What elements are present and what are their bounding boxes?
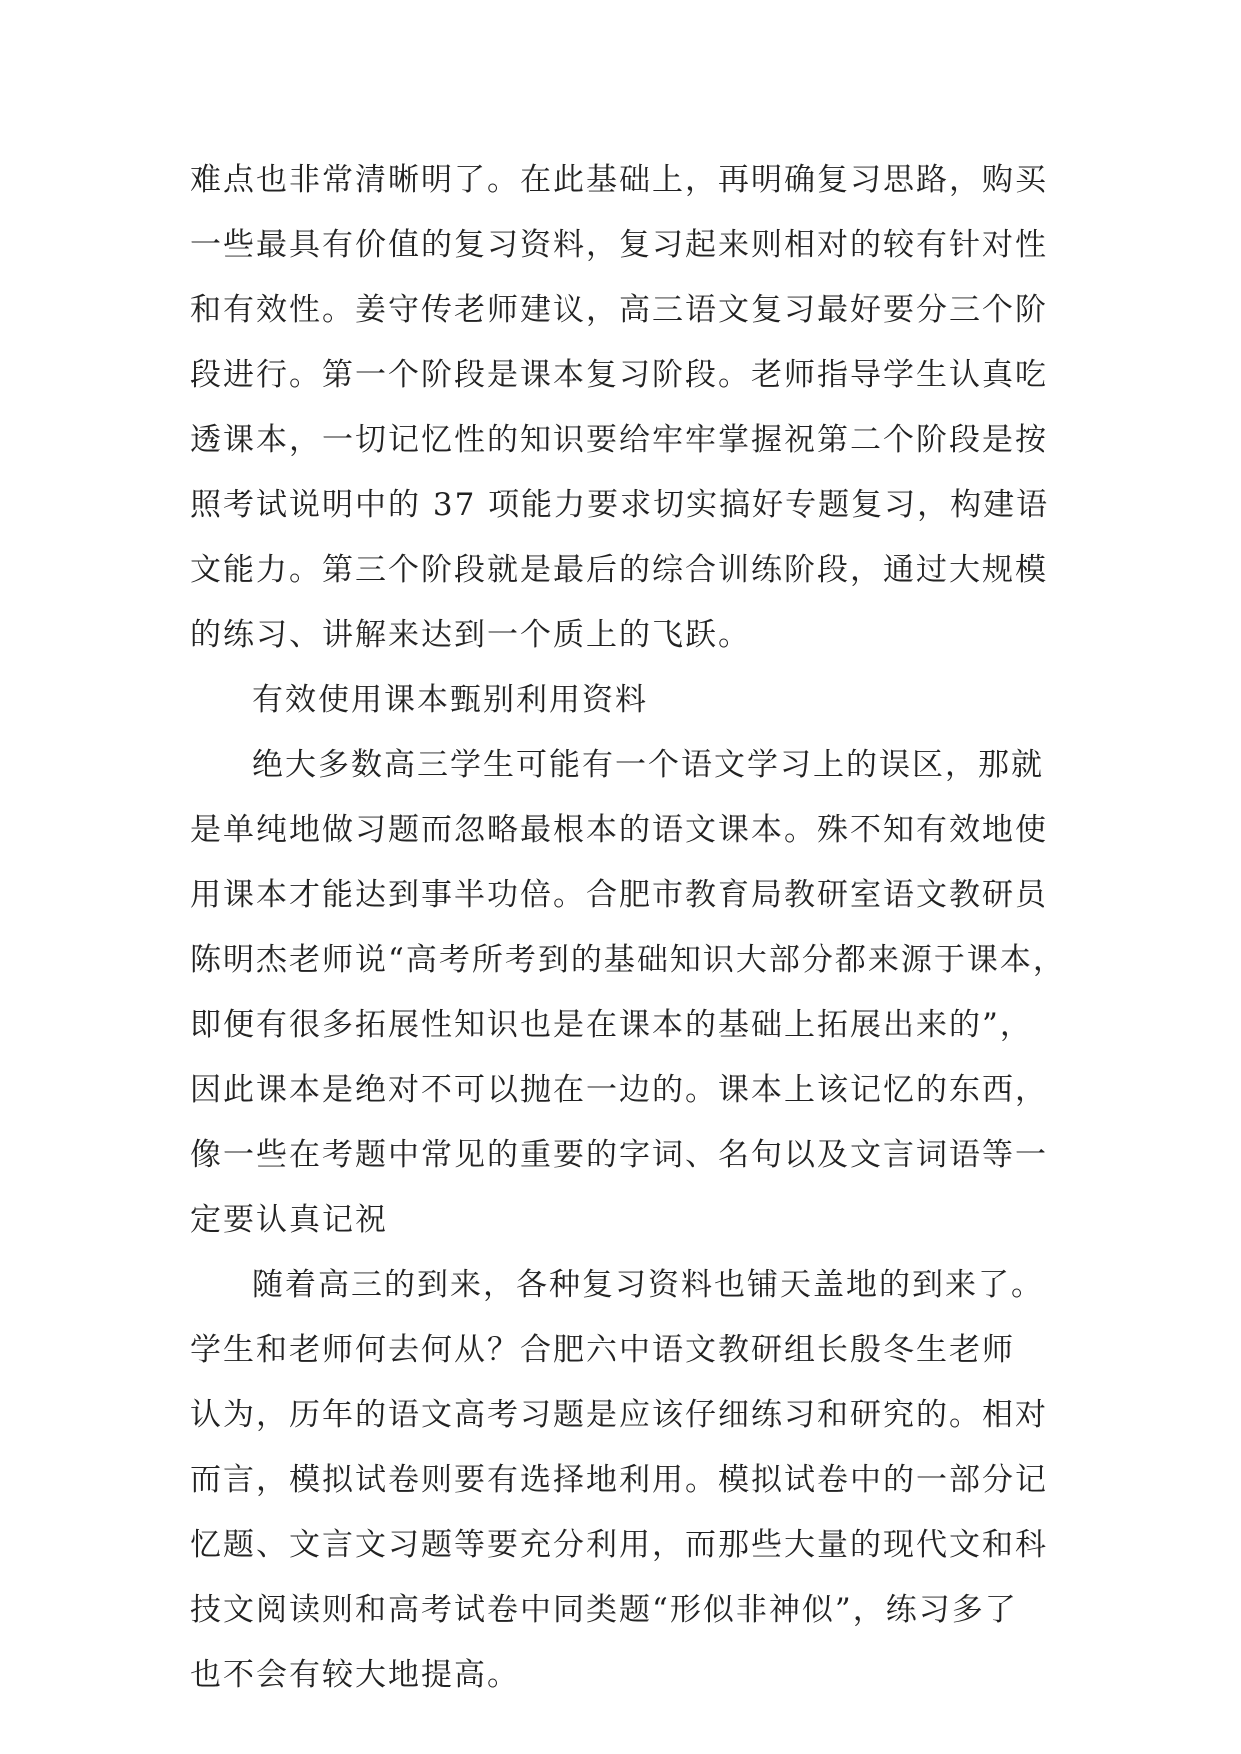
text-line: 技文阅读则和高考试卷中同类题“形似非神似”，练习多了 — [190, 1592, 1018, 1628]
text-line: 难点也非常清晰明了。在此基础上，再明确复习思路，购买 — [190, 162, 1048, 198]
text-line: 用课本才能达到事半功倍。合肥市教育局教研室语文教研员 — [190, 877, 1048, 913]
text-line: 认为，历年的语文高考习题是应该仔细练习和研究的。相对 — [190, 1397, 1048, 1433]
text-line: 而言，模拟试卷则要有选择地利用。模拟试卷中的一部分记 — [190, 1462, 1048, 1498]
text-line: 即便有很多拓展性知识也是在课本的基础上拓展出来的”， — [190, 1007, 1033, 1043]
paragraph-start-line: 绝大多数高三学生可能有一个语文学习上的误区，那就 — [252, 747, 1044, 783]
text-line: 文能力。第三个阶段就是最后的综合训练阶段，通过大规模 — [190, 552, 1048, 588]
text-line: 像一些在考题中常见的重要的字词、名句以及文言词语等一 — [190, 1137, 1048, 1173]
section-heading: 有效使用课本甄别利用资料 — [252, 682, 648, 718]
text-line: 段进行。第一个阶段是课本复习阶段。老师指导学生认真吃 — [190, 357, 1048, 393]
text-line: 一些最具有价值的复习资料，复习起来则相对的较有针对性 — [190, 227, 1048, 263]
text-line: 因此课本是绝对不可以抛在一边的。课本上该记忆的东西， — [190, 1072, 1048, 1108]
text-line: 忆题、文言文习题等要充分利用，而那些大量的现代文和科 — [190, 1527, 1048, 1563]
text-line: 和有效性。姜守传老师建议，高三语文复习最好要分三个阶 — [190, 292, 1048, 328]
text-line: 照考试说明中的 37 项能力要求切实搞好专题复习，构建语 — [190, 487, 1050, 523]
text-line: 也不会有较大地提高。 — [190, 1657, 520, 1693]
text-line: 定要认真记祝 — [190, 1202, 388, 1238]
paragraph-start-line: 随着高三的到来，各种复习资料也铺天盖地的到来了。 — [252, 1267, 1044, 1303]
text-line: 学生和老师何去何从？合肥六中语文教研组长殷冬生老师 — [190, 1332, 1015, 1368]
text-line: 透课本，一切记忆性的知识要给牢牢掌握祝第二个阶段是按 — [190, 422, 1048, 458]
text-line: 的练习、讲解来达到一个质上的飞跃。 — [190, 617, 751, 653]
text-line: 陈明杰老师说“高考所考到的基础知识大部分都来源于课本， — [190, 942, 1066, 978]
text-line: 是单纯地做习题而忽略最根本的语文课本。殊不知有效地使 — [190, 812, 1048, 848]
document-body — [190, 148, 1066, 1708]
